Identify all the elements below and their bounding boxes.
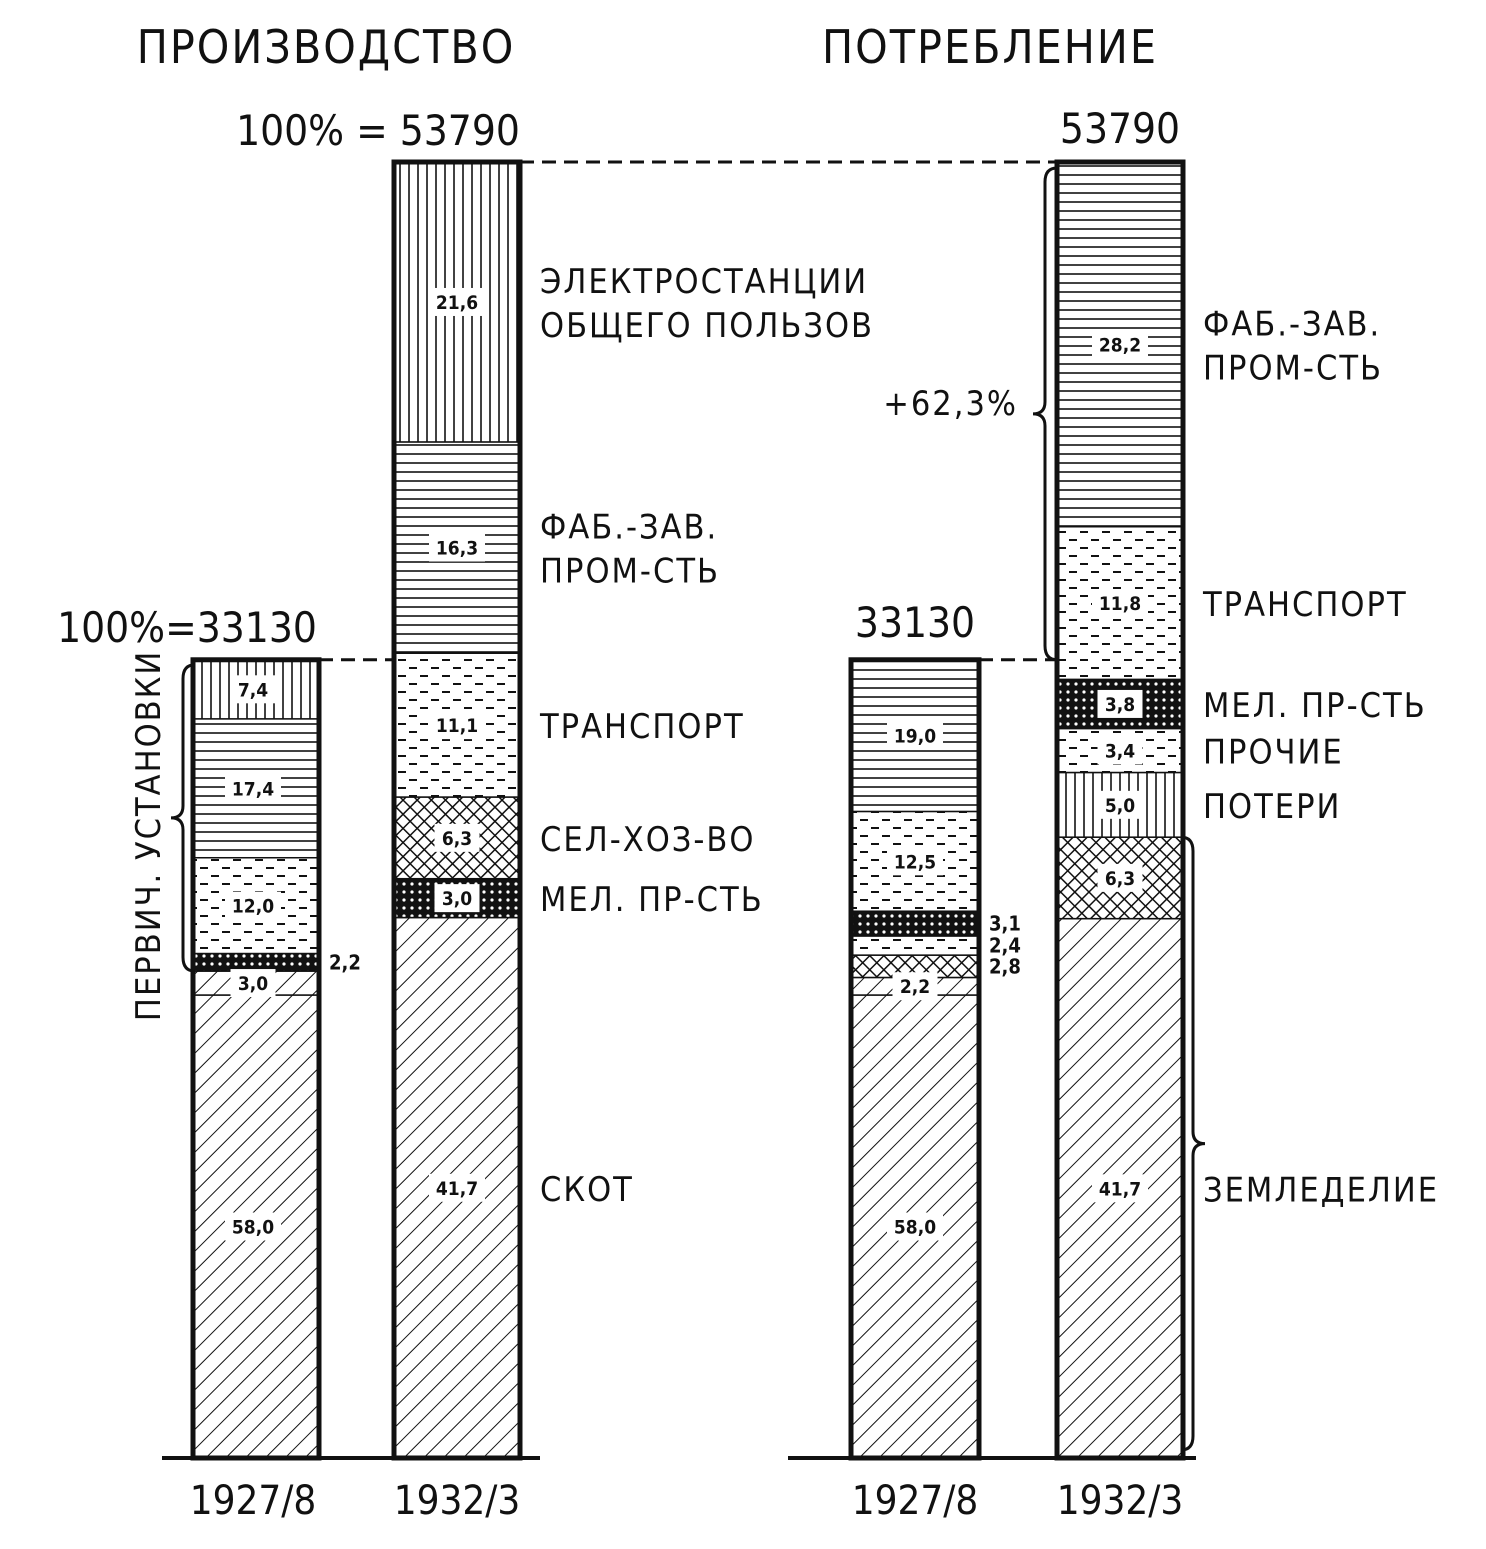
x-tick-label: 1927/8 (851, 1478, 979, 1524)
x-tick-label: 1927/8 (189, 1478, 317, 1524)
segment-value-label: 16,3 (435, 537, 479, 560)
segment-value-label: 58,0 (893, 1216, 937, 1239)
category-label: ЗЕМЛЕДЕЛИЕ (1203, 1170, 1440, 1211)
category-label: ТРАНСПОРТ (540, 707, 745, 748)
segment-value-label: 11,1 (435, 715, 479, 738)
segment-side-label: 2,8 (989, 954, 1021, 979)
segment-value-label: 11,8 (1098, 593, 1142, 616)
bracket-label: ПЕРВИЧ. УСТАНОВКИ (129, 649, 169, 1022)
bar-total-label: 33130 (854, 598, 976, 647)
category-label: ФАБ.-ЗАВ. (540, 507, 719, 548)
bar-total-label: 100% = 53790 (236, 106, 520, 155)
segment-side-label: 3,1 (989, 911, 1021, 936)
bar-segment-прочие (851, 936, 979, 955)
bar-1927-8 (193, 660, 361, 1458)
panel-title: ПРОИЗВОДСТВО (136, 20, 516, 74)
segment-value-label: 6,3 (1104, 867, 1136, 890)
category-label: МЕЛ. ПР-СТЬ (1203, 685, 1427, 726)
segment-side-label: 2,2 (329, 950, 361, 975)
segment-value-label: 3,8 (1104, 693, 1136, 716)
category-label: ОБЩЕГО ПОЛЬЗОВ (540, 305, 875, 346)
segment-value-label: 2,2 (899, 976, 931, 999)
segment-value-label: 7,4 (237, 679, 269, 702)
bar-1932-3 (1057, 162, 1183, 1458)
category-label: МЕЛ. ПР-СТЬ (540, 880, 764, 921)
segment-value-label: 28,2 (1098, 334, 1142, 357)
bar-total-label: 100%=33130 (57, 603, 317, 652)
bar-segment-мел-пр-сть (193, 954, 319, 972)
panel-title: ПОТРЕБЛЕНИЕ (822, 20, 1158, 74)
segment-value-label: 41,7 (435, 1177, 479, 1200)
bar-1932-3 (394, 162, 520, 1458)
increase-label: +62,3% (883, 384, 1018, 424)
category-label: ПОТЕРИ (1203, 786, 1342, 827)
category-label: СЕЛ-ХОЗ-ВО (540, 819, 756, 860)
segment-value-label: 12,0 (231, 895, 275, 918)
x-tick-label: 1932/3 (1056, 1478, 1184, 1524)
segment-value-label: 3,0 (441, 888, 473, 911)
x-tick-label: 1932/3 (393, 1478, 521, 1524)
bar-total-label: 53790 (1059, 104, 1181, 153)
bar-1927-8 (851, 660, 1021, 1458)
category-label: ТРАНСПОРТ (1203, 585, 1408, 626)
segment-value-label: 6,3 (441, 827, 473, 850)
segment-value-label: 3,4 (1104, 740, 1136, 763)
segment-value-label: 5,0 (1104, 794, 1136, 817)
increase-bracket (1033, 168, 1057, 660)
segment-value-label: 19,0 (893, 725, 937, 748)
category-label: ЭЛЕКТРОСТАНЦИИ (540, 261, 869, 302)
segment-value-label: 21,6 (435, 291, 479, 314)
segment-value-label: 17,4 (231, 778, 275, 801)
category-label: ПРОЧИЕ (1203, 732, 1344, 773)
category-label: ФАБ.-ЗАВ. (1203, 304, 1382, 345)
segment-side-label: 2,4 (989, 933, 1021, 958)
category-label: СКОТ (540, 1169, 634, 1210)
segment-value-label: 58,0 (231, 1216, 275, 1239)
segment-value-label: 12,5 (893, 851, 937, 874)
category-label: ПРОМ-СТЬ (1203, 348, 1383, 389)
segment-value-label: 41,7 (1098, 1178, 1142, 1201)
bar-segment-мел-пр-сть (851, 911, 979, 936)
category-label: ПРОМ-СТЬ (540, 551, 720, 592)
segment-value-label: 3,0 (237, 973, 269, 996)
